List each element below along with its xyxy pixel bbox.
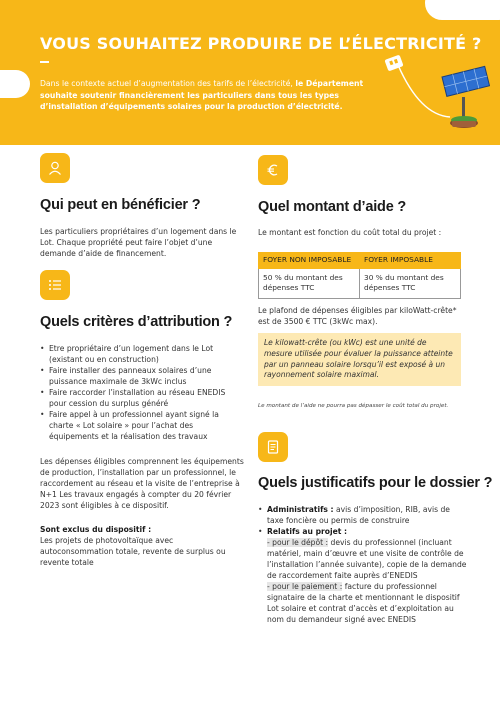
beneficiaires-text: Les particuliers propriétaires d’un logement dans le Lot. Chaque propriété peut faire l’objet d’une demande d’aide de financement. [40,227,237,258]
montant-heading: Quel montant d’aide ? [258,199,407,215]
montant-footnote: Le montant de l’aide ne pourra pas dépasser le coût total du projet. [258,403,449,409]
beneficiaires-icon-box [40,153,70,183]
justificatifs-icon-box [258,432,288,462]
list-icon [47,277,63,293]
table-cell: 30 % du montant des dépenses TTC [360,268,461,298]
plafond-text: Le plafond de dépenses éligibles par kiloWatt-crête* est de 3500 € TTC (3kWc max). [258,306,457,326]
criteres-heading: Quels critères d’attribution ? [40,314,233,330]
euro-icon [265,162,281,178]
aid-table [258,252,461,299]
kwc-note-box: Le kilowatt-crête (ou kWc) est une unité de mesure utilisée pour évaluer la puissance atteinte par un panneau solaire lorsqu’il est exposé à un rayonnement solaire maximal. [258,333,461,386]
justificatifs-list [258,504,468,625]
depenses-text: Les dépenses éligibles comprennent les équipements de production, l’installation par un professionnel, le raccordement au réseau et la visite de l’entreprise à N+1 Les travaux engagés à compter du 20 février 2023 sont éligibles à ce dispositif. [40,457,244,510]
table-cell: 50 % du montant des dépenses TTC [259,268,360,298]
title-underline [40,61,49,63]
list-item: • Faire raccorder l’installation au réseau ENEDIS pour cession du surplus généré [40,387,240,409]
table-row [259,268,461,298]
justificatifs-heading: Quels justificatifs pour le dossier ? [258,475,493,491]
table-header: FOYER IMPOSABLE [360,253,461,269]
montant-icon-box [258,155,288,185]
list-item: • Etre propriétaire d’un logement dans le Lot (existant ou en construction) [40,343,240,365]
page-title: VOUS SOUHAITEZ PRODUIRE DE L’ÉLECTRICITÉ ? [40,34,482,53]
header-banner [0,0,500,145]
montant-intro: Le montant est fonction du coût total du projet : [258,228,442,237]
document-icon [265,439,281,455]
criteres-list [40,343,240,442]
list-item: • Administratifs : avis d’imposition, RIB, avis de taxe foncière ou permis de construire [258,504,468,526]
list-item: • Relatifs au projet : - pour le dépôt : devis du professionnel (incluant matériel, main d’œuvre et une visite de contrôle de l’installation l’année suivante), copie de la demande de raccordement faite auprès d’ENEDIS - pour le paiement : facture du professionnel signataire de la charte et mentionnant le dispositif Lot solaire et contrat d’accès et d’exploitation au nom du demandeur signé avec ENEDIS [258,526,468,625]
beneficiaires-heading: Qui peut en bénéficier ? [40,197,201,213]
table-header-row [259,253,461,269]
list-item: • Faire appel à un professionnel ayant signé la charte « Lot solaire » pour l’achat des équipements et la réalisation des travaux [40,409,240,442]
criteres-icon-box [40,270,70,300]
cloud-decoration [425,0,500,20]
exclus-heading: Sont exclus du dispositif : [40,525,152,534]
person-icon [47,160,63,176]
table-header: FOYER NON IMPOSABLE [259,253,360,269]
cloud-decoration [0,70,30,98]
exclus-text: Les projets de photovoltaïque avec autoconsommation totale, revente de surplus ou revente totale [40,536,226,567]
list-item: • Faire installer des panneaux solaires d’une puissance maximale de 3kWc inclus [40,365,240,387]
intro-text: Dans le contexte actuel d’augmentation des tarifs de l’électricité, le Département souhaite soutenir financièrement les particuliers dans tous les types d’installation d’équipements solaires pour la production d’électricité. [40,79,364,111]
solar-panel-illustration [380,55,490,140]
